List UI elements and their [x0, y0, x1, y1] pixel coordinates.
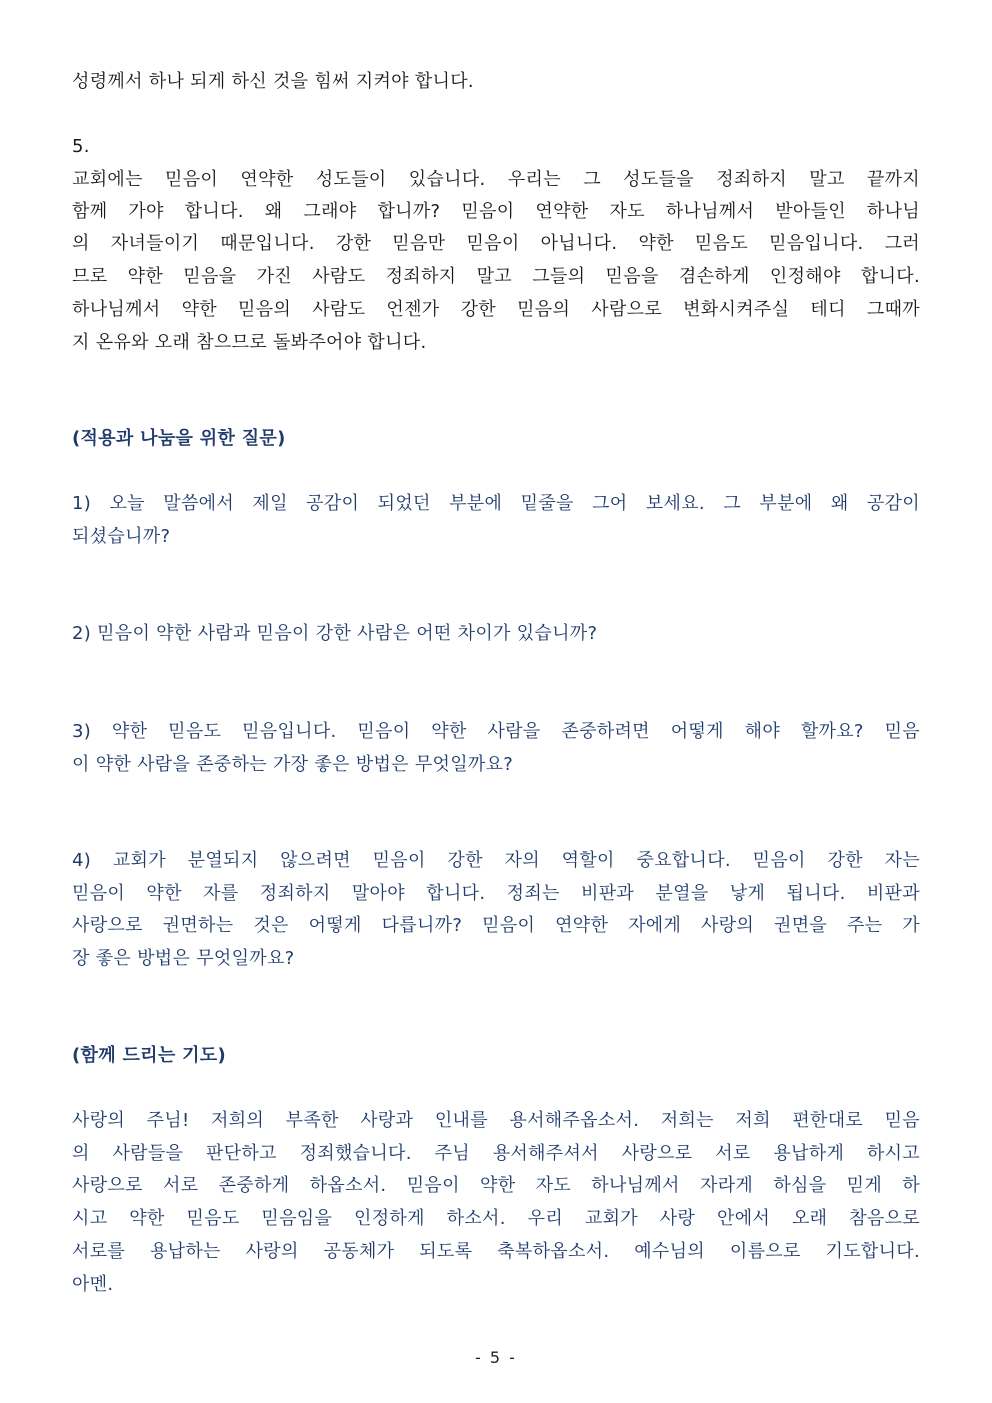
question-line: 3) 약한 믿음도 믿음입니다. 믿음이 약한 사람을 존중하려면 어떻게 해야 할까요? 믿음 — [72, 721, 920, 742]
prayer-line: 의 사람들을 판단하고 정죄했습니다. 주님 용서해주셔서 사랑으로 서로 용납하게 하시고 — [72, 1143, 920, 1164]
question-line: 사랑으로 권면하는 것은 어떻게 다릅니까? 믿음이 연약한 자에게 사랑의 권면을 주는 가 — [72, 915, 920, 936]
questions-heading: (적용과 나눔을 위한 질문) — [72, 428, 286, 449]
question-line: 이 약한 사람을 존중하는 가장 좋은 방법은 무엇일까요? — [72, 754, 514, 775]
question-line: 믿음이 약한 자를 정죄하지 말아야 합니다. 정죄는 비판과 분열을 낳게 됩니다. 비판과 — [72, 883, 920, 904]
paragraph-line: 하나님께서 약한 믿음의 사람도 언젠가 강한 믿음의 사람으로 변화시켜주실 테디 그때까 — [72, 299, 920, 320]
prayer-line: 아멘. — [72, 1274, 114, 1295]
paragraph-line: 지 온유와 오래 참으므로 돌봐주어야 합니다. — [72, 332, 427, 353]
question-line: 2) 믿음이 약한 사람과 믿음이 강한 사람은 어떤 차이가 있습니까? — [72, 623, 598, 644]
prayer-heading: (함께 드리는 기도) — [72, 1045, 227, 1066]
prayer-line: 서로를 용납하는 사랑의 공동체가 되도록 축복하옵소서. 예수님의 이름으로 기도합니다. — [72, 1241, 920, 1262]
paragraph-line: 므로 약한 믿음을 가진 사람도 정죄하지 말고 그들의 믿음을 겸손하게 인정해야 합니다. — [72, 266, 920, 287]
question-line: 4) 교회가 분열되지 않으려면 믿음이 강한 자의 역할이 중요합니다. 믿음이 강한 자는 — [72, 850, 920, 871]
paragraph-line: 교회에는 믿음이 연약한 성도들이 있습니다. 우리는 그 성도들을 정죄하지 말고 끝까지 — [72, 169, 920, 190]
section-number: 5. — [72, 136, 90, 157]
paragraph-line: 의 자녀들이기 때문입니다. 강한 믿음만 믿음이 아닙니다. 약한 믿음도 믿음입니다. 그러 — [72, 233, 920, 254]
question-line: 되셨습니까? — [72, 526, 171, 547]
prayer-line: 사랑의 주님! 저희의 부족한 사랑과 인내를 용서해주옵소서. 저희는 저희 편한대로 믿음 — [72, 1110, 920, 1131]
question-line: 장 좋은 방법은 무엇일까요? — [72, 948, 295, 969]
intro-line: 성령께서 하나 되게 하신 것을 힘써 지켜야 합니다. — [72, 71, 474, 92]
paragraph-line: 함께 가야 합니다. 왜 그래야 합니까? 믿음이 연약한 자도 하나님께서 받아들인 하나님 — [72, 201, 920, 222]
question-line: 1) 오늘 말씀에서 제일 공감이 되었던 부분에 밑줄을 그어 보세요. 그 부분에 왜 공감이 — [72, 493, 920, 514]
prayer-line: 시고 약한 믿음도 믿음임을 인정하게 하소서. 우리 교회가 사랑 안에서 오래 참음으로 — [72, 1208, 920, 1229]
page-number: - 5 - — [475, 1348, 517, 1367]
prayer-line: 사랑으로 서로 존중하게 하옵소서. 믿음이 약한 자도 하나님께서 자라게 하심을 믿게 하 — [72, 1175, 920, 1196]
